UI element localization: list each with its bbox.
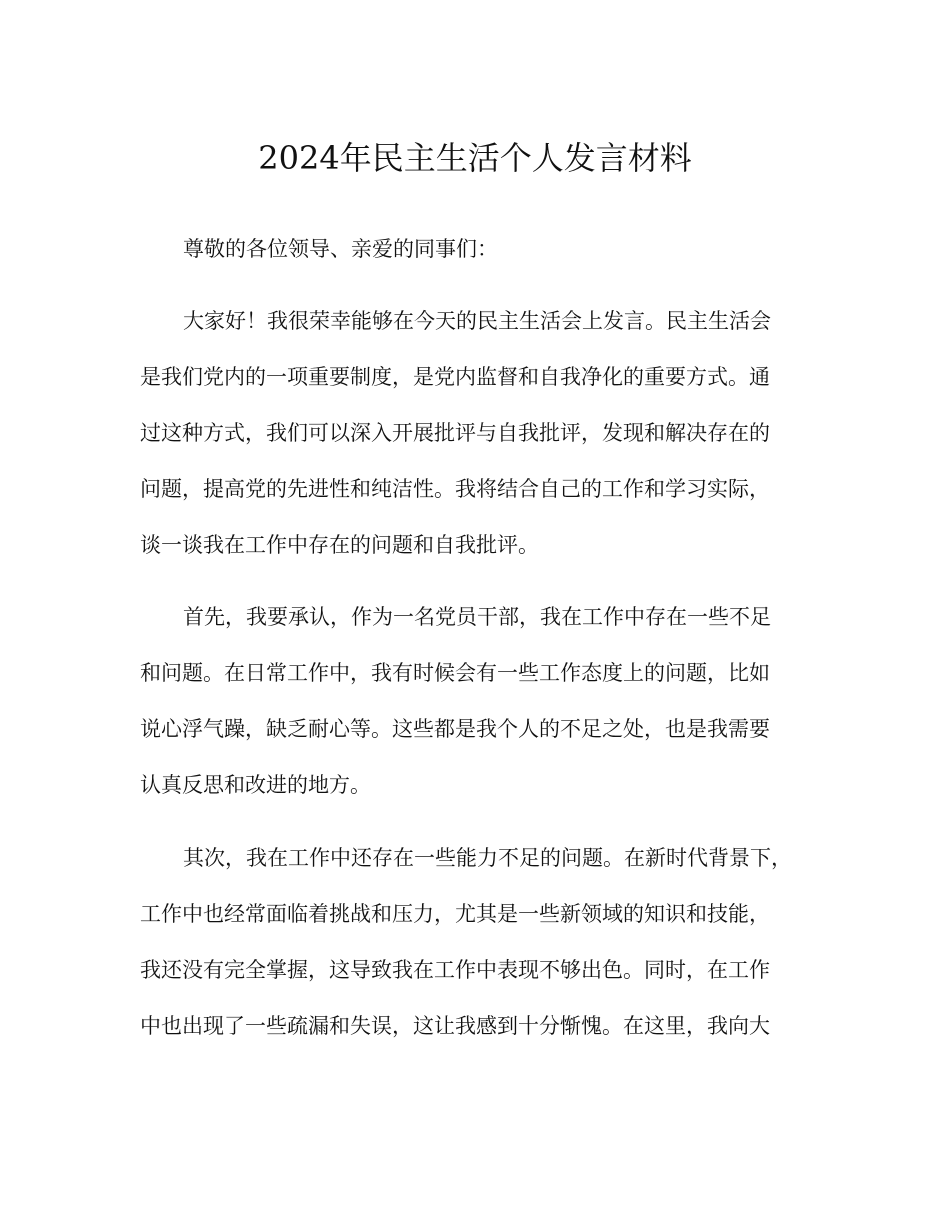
paragraph-line: 认真反思和改进的地方。 — [140, 773, 371, 797]
paragraph-line: 大家好！我很荣幸能够在今天的民主生活会上发言。民主生活会 — [183, 309, 771, 333]
salutation-line: 尊敬的各位领导、亲爱的同事们： — [183, 237, 498, 261]
paragraph-line: 问题，提高党的先进性和纯洁性。我将结合自己的工作和学习实际， — [140, 477, 770, 501]
document-title: 2024年民主生活个人发言材料 — [258, 139, 692, 177]
paragraph-line: 我还没有完全掌握，这导致我在工作中表现不够出色。同时，在工作 — [140, 958, 770, 982]
paragraph-line: 工作中也经常面临着挑战和压力，尤其是一些新领域的知识和技能， — [140, 902, 770, 926]
paragraph-line: 说心浮气躁，缺乏耐心等。这些都是我个人的不足之处，也是我需要 — [140, 717, 770, 741]
paragraph-line: 首先，我要承认，作为一名党员干部，我在工作中存在一些不足 — [183, 605, 771, 629]
paragraph-line: 谈一谈我在工作中存在的问题和自我批评。 — [140, 533, 539, 557]
paragraph-line: 其次，我在工作中还存在一些能力不足的问题。在新时代背景下， — [183, 846, 792, 870]
paragraph-line: 过这种方式，我们可以深入开展批评与自我批评，发现和解决存在的 — [140, 421, 770, 445]
paragraph-line: 中也出现了一些疏漏和失误，这让我感到十分惭愧。在这里，我向大 — [140, 1014, 770, 1038]
paragraph-line: 和问题。在日常工作中，我有时候会有一些工作态度上的问题，比如 — [140, 661, 770, 685]
paragraph-line: 是我们党内的一项重要制度，是党内监督和自我净化的重要方式。通 — [140, 365, 770, 389]
